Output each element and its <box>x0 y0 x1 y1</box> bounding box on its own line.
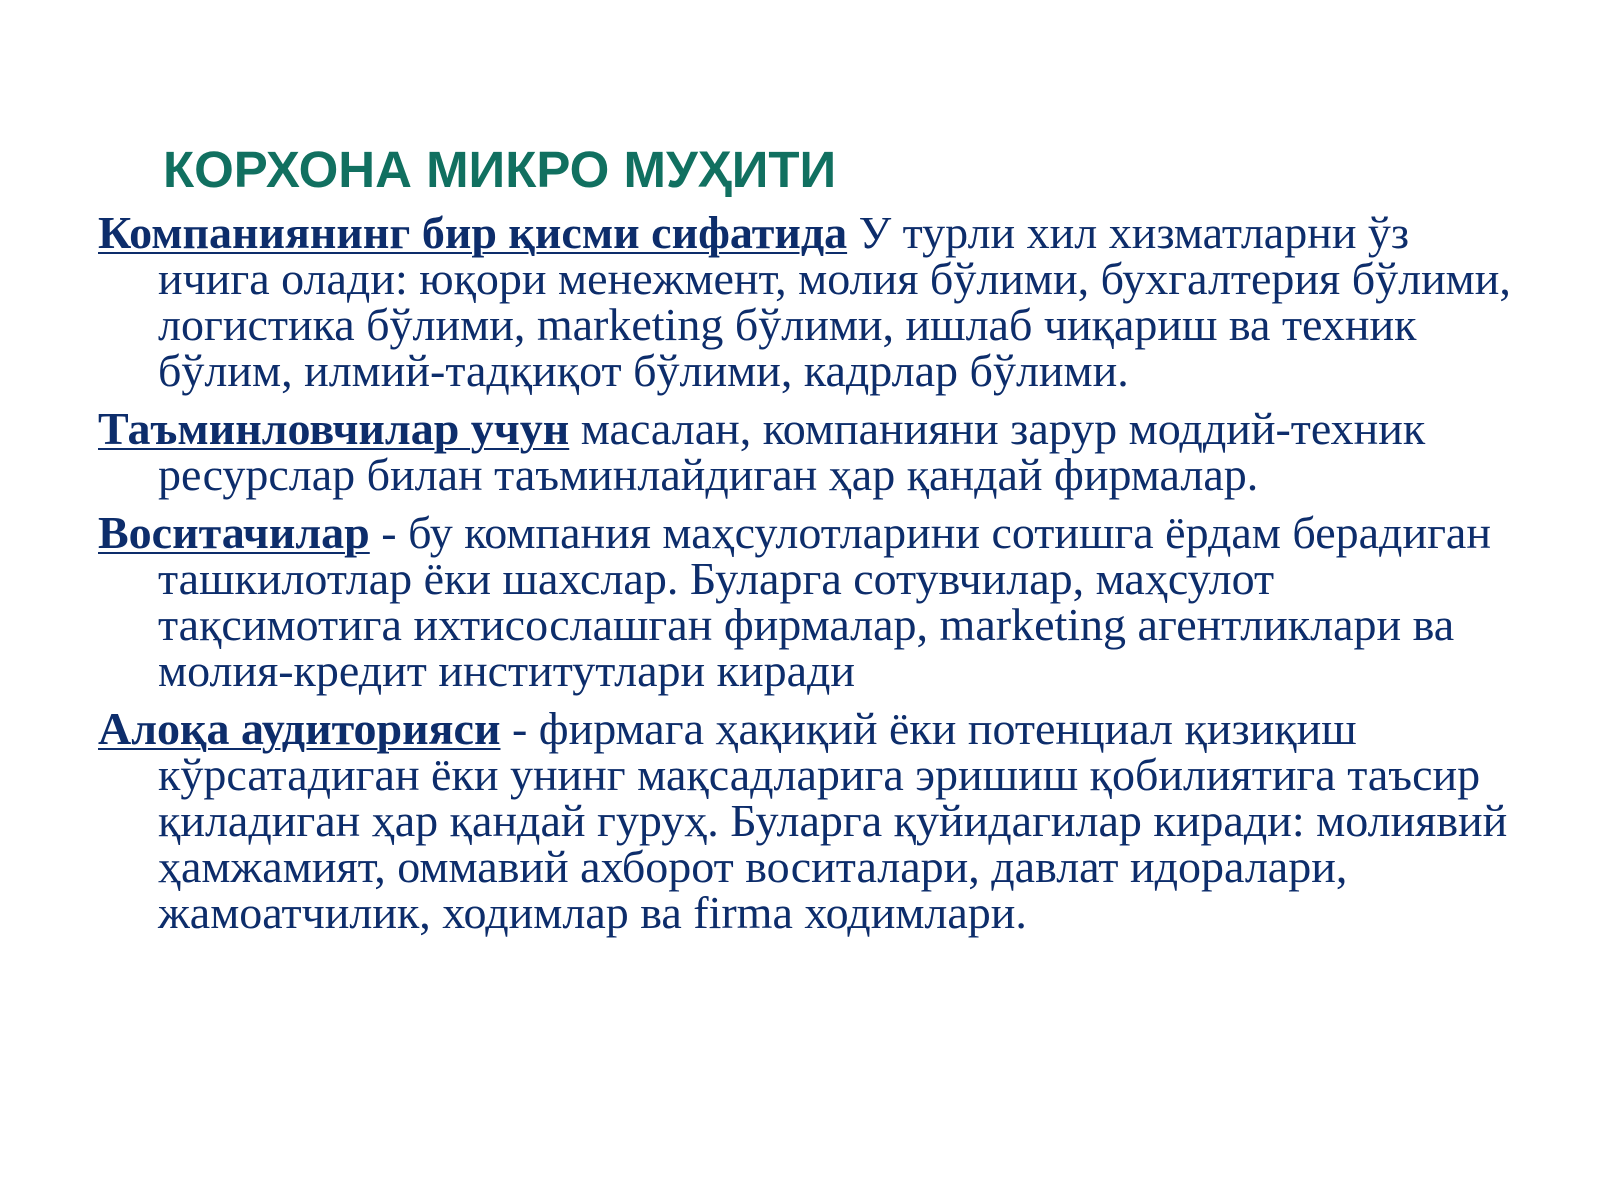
item-description: - фирмага ҳақиқий ёки потенциал қизиқиш кўрсатадиган ёки унинг мақсадларига эришиш қобилиятига таъсир қиладиган ҳар қандай гуруҳ. Буларга қуйидагилар киради: молиявий ҳамжамият, оммавий ахборот воситалари, давлат идоралари, жамоатчилик, ходимлар ва firma ходимлари. <box>158 703 1508 938</box>
slide-title: КОРХОНА МИКРО МУҲИТИ <box>163 141 837 198</box>
item-term: Алоқа аудиторияси <box>98 703 501 754</box>
item-term: Воситачилар <box>98 507 370 558</box>
item-term: Таъминловчилар учун <box>98 403 570 454</box>
content-list <box>98 207 1528 948</box>
list-item-contact-audience <box>98 703 1528 938</box>
list-item-intermediaries <box>98 507 1528 696</box>
item-description: У турли хил хизматларни ўз ичига олади: юқори менежмент, молия бўлими, бухгалтерия бўлими, логистика бўлими, marketing бўлими, ишлаб чиқариш ва техник бўлим, илмий-тадқиқот бўлими, кадрлар бўлими. <box>158 207 1511 396</box>
list-item-company-parts <box>98 207 1528 396</box>
item-description: масалан, компанияни зарур моддий-техник ресурслар билан таъминлайдиган ҳар қандай фирмалар. <box>158 403 1426 500</box>
item-description: - бу компания маҳсулотларини сотишга ёрдам берадиган ташкилотлар ёки шахслар. Буларга сотувчилар, маҳсулот тақсимотига ихтисослашган фирмалар, marketing агентликлари ва молия-кредит институтлари киради <box>158 507 1491 696</box>
item-term: Компаниянинг бир қисми сифатида <box>98 207 848 258</box>
list-item-suppliers <box>98 403 1528 500</box>
